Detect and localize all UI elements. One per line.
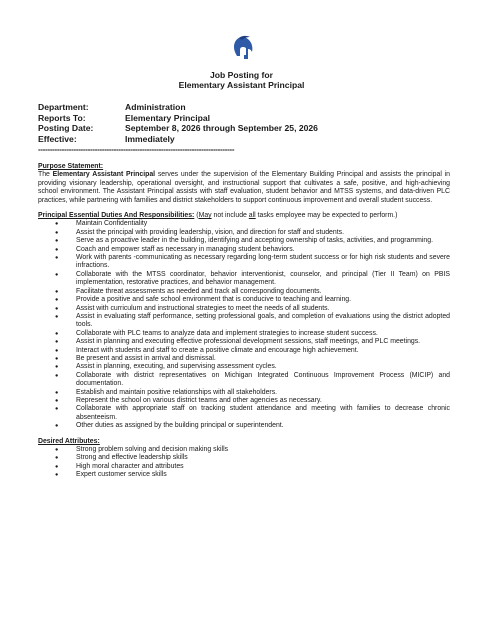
purpose-heading: Purpose Statement: — [38, 163, 104, 170]
list-item: ● Collaborate with PLC teams to analyze data and implement strategies to increase student success. — [38, 330, 450, 338]
list-item: ● Collaborate with appropriate staff on tracking student attendance and meeting with families to decrease chronic absenteeism. — [38, 405, 450, 422]
list-item: ● High moral character and attributes — [38, 463, 450, 471]
list-item: ● Be present and assist in arrival and dismissal. — [38, 355, 450, 363]
list-item: ● Collaborate with the MTSS coordinator, behavior interventionist, counselor, and principal (Tier II Team) on PBIS implementation, restorative practices, and behavior management. — [38, 271, 450, 288]
duties-note: tasks employee may be expected to perform.) — [255, 212, 398, 220]
purpose-paragraph — [38, 171, 450, 205]
list-item: ● Establish and maintain positive relationships with all stakeholders. — [38, 389, 450, 397]
posting-title-line2: Elementary Assistant Principal — [178, 80, 305, 90]
list-item: ● Assist in evaluating staff performance, setting professional goals, and completion of evaluations using the district adopted tools. — [38, 313, 450, 330]
attributes-heading: Desired Attributes: — [38, 437, 100, 445]
list-item: ● Strong and effective leadership skills — [38, 454, 450, 462]
purpose-text: serves under the supervision of the Elementary Building Principal and assists the principal in providing visionary leadership, operational oversight, and instructional support that cultivates a safe, positive, and high-achieving school environment. The Assistant Principal assists with staff evaluation, student behavior and MTSS systems, and data-driven PLC practices, while partnering with families and district stakeholders to support continuous improvement and overall student success. — [38, 171, 450, 204]
meta-row-effective — [38, 134, 318, 145]
list-item: ● Coach and empower staff as necessary in managing student behaviors. — [38, 246, 450, 254]
duties-note: ( — [194, 212, 199, 220]
meta-label: Posting Date: — [38, 123, 94, 133]
list-item: ● Assist in planning and executing effective professional development sessions, staff meetings, and PLC meetings. — [38, 338, 450, 346]
list-item: ● Other duties as assigned by the building principal or superintendent. — [38, 422, 450, 430]
list-item: ● Provide a positive and safe school environment that is conducive to teaching and learning. — [38, 296, 450, 304]
list-item: ● Facilitate threat assessments as needed and track all corresponding documents. — [38, 288, 450, 296]
purpose-role-name: Elementary Assistant Principal — [52, 171, 156, 179]
duties-note-all: all — [248, 212, 256, 220]
list-item: ● Serve as a proactive leader in the building, identifying and accepting ownership of tasks, activities, and programming. — [38, 237, 450, 245]
meta-row-reports-to — [38, 113, 318, 124]
duties-heading: Principal Essential Duties And Responsibilities: — [38, 212, 195, 220]
list-item: ● Expert customer service skills — [38, 471, 450, 479]
posting-title-line1: Job Posting for — [209, 70, 274, 80]
dashed-divider: ----------------------------------------------------------------------------------- — [38, 145, 235, 154]
meta-value: Administration — [125, 102, 186, 112]
attributes-list — [38, 446, 450, 480]
list-item: ● Interact with students and staff to create a positive climate and encourage high achievement. — [38, 347, 450, 355]
list-item: ● Assist the principal with providing leadership, vision, and direction for staff and students. — [38, 229, 450, 237]
duties-heading-line — [38, 212, 450, 220]
list-item: ● Collaborate with district representatives on Michigan Integrated Continuous Improvement Process (MICIP) and documentation. — [38, 372, 450, 389]
posting-meta — [38, 102, 318, 144]
list-item: ● Work with parents -communicating as necessary regarding long-term student success or for high risk students and severe infractions. — [38, 254, 450, 271]
list-item: ● Assist with curriculum and instructional strategies to meet the needs of all students. — [38, 305, 450, 313]
spartan-helmet-icon — [231, 35, 255, 61]
meta-label: Reports To: — [38, 112, 86, 123]
list-item: ● Assist in planning, executing, and supervising assessment cycles. — [38, 363, 450, 371]
meta-row-posting-date — [38, 123, 318, 134]
posting-body — [38, 163, 450, 480]
meta-value: Immediately — [125, 133, 175, 144]
meta-label: Effective: — [38, 133, 77, 144]
meta-label: Department: — [38, 102, 89, 112]
duties-note: not include — [211, 212, 249, 220]
meta-value: September 8, 2026 through September 25, 2026 — [125, 123, 318, 133]
meta-row-department — [38, 102, 318, 113]
meta-value: Elementary Principal — [125, 112, 211, 123]
duties-list — [38, 220, 450, 430]
list-item: ● Strong problem solving and decision making skills — [38, 446, 450, 454]
list-item: ● Maintain Confidentiality — [38, 220, 450, 228]
list-item: ● Represent the school on various district teams and other agencies as necessary. — [38, 397, 450, 405]
purpose-lead: The — [38, 171, 53, 179]
duties-note-may: May — [198, 212, 212, 220]
